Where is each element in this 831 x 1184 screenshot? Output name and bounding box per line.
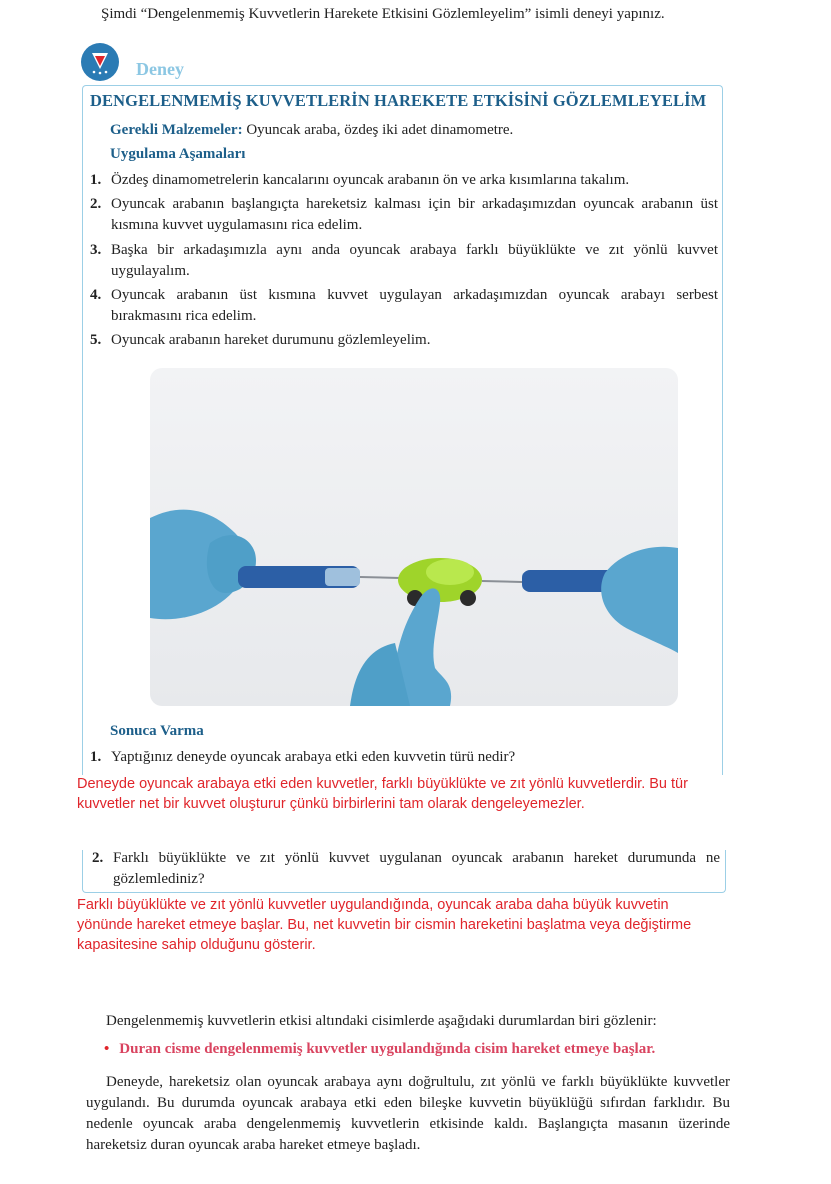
intro-instruction: Şimdi “Dengelenmemiş Kuvvetlerin Harekete Etkisini Gözlemleyelim” isimli deneyi yapınız. <box>101 6 665 22</box>
step-text: Oyuncak arabanın başlangıçta hareketsiz kalması için bir arkadaşımızdan oyuncak arabanın üst kısmına kuvvet uygulamasını rica edelim. <box>111 196 718 233</box>
question-text: Farklı büyüklükte ve zıt yönlü kuvvet uygulanan oyuncak arabanın hareket durumunda ne gözlemlediniz? <box>113 850 720 887</box>
materials-text: Oyuncak araba, özdeş iki adet dinamometre. <box>246 122 514 138</box>
step-item <box>90 330 718 351</box>
step-number: 1. <box>90 172 102 188</box>
bullet-dot-icon: • <box>104 1041 110 1057</box>
step-item <box>90 170 718 191</box>
step-item <box>90 285 718 327</box>
summary-bullet <box>104 1041 655 1058</box>
step-number: 4. <box>90 287 102 303</box>
step-text: Başka bir arkadaşımızla aynı anda oyuncak arabaya farklı büyüklükte ve zıt yönlü kuvvet uygulayalım. <box>111 242 718 279</box>
toy-car-dynamometer-illustration <box>150 368 678 706</box>
step-item <box>90 240 718 282</box>
question-number: 2. <box>92 850 104 866</box>
steps-heading: Uygulama Aşamaları <box>110 146 246 162</box>
experiment-title: DENGELENMEMİŞ KUVVETLERİN HAREKETE ETKİSİNİ GÖZLEMLEYELİM <box>90 91 707 110</box>
question-item <box>90 747 718 768</box>
answer-text: Deneyde oyuncak arabaya etki eden kuvvetler, farklı büyüklükte ve zıt yönlü kuvvetlerdir. Bu tür kuvvetler net bir kuvvet oluşturur çünkü birbirlerini tam olarak dengeleyemezler. <box>77 776 688 812</box>
conclusion-heading: Sonuca Varma <box>110 723 204 739</box>
step-text: Oyuncak arabanın üst kısmına kuvvet uygulayan arkadaşımızdan oyuncak arabayı serbest bırakmasını rica edelim. <box>111 287 718 324</box>
step-text: Özdeş dinamometrelerin kancalarını oyuncak arabanın ön ve arka kısımlarına takalım. <box>111 172 630 188</box>
question-number: 1. <box>90 749 102 765</box>
materials-label: Gerekli Malzemeler: <box>110 122 243 138</box>
step-number: 3. <box>90 242 102 258</box>
step-item <box>90 194 718 236</box>
question-item <box>92 848 720 890</box>
step-number: 5. <box>90 332 102 348</box>
materials-line <box>110 122 513 139</box>
experiment-label: Deney <box>136 59 184 79</box>
step-text: Oyuncak arabanın hareket durumunu gözlemleyelim. <box>111 332 431 348</box>
summary-bullet-text: Duran cisme dengelenmemiş kuvvetler uygulandığında cisim hareket etmeye başlar. <box>119 1041 656 1057</box>
question-text: Yaptığınız deneyde oyuncak arabaya etki eden kuvvetin türü nedir? <box>111 749 516 765</box>
summary-paragraph: Deneyde, hareketsiz olan oyuncak arabaya aynı doğrultulu, zıt yönlü ve farklı büyüklükte kuvvetler uygulandı. Bu durumda oyuncak arabaya etki eden bileşke kuvvetin büyüklüğü sıfırdan farklıdır. Bu nedenle oyuncak araba dengelenmemiş kuvvetlerin etkisinde kaldı. Başlangıçta masanın üzerinde hareketsiz duran oyuncak araba hareket etmeye başladı. <box>86 1074 730 1153</box>
experiment-flask-icon <box>80 42 120 82</box>
experiment-photo <box>150 368 678 706</box>
summary-lead: Dengelenmemiş kuvvetlerin etkisi altındaki cisimlerde aşağıdaki durumlardan biri gözlenir: <box>106 1013 657 1029</box>
answer-text: Farklı büyüklükte ve zıt yönlü kuvvetler uygulandığında, oyuncak araba daha büyük kuvvetin yönünde hareket etmeye başlar. Bu, net kuvvetin bir cismin hareketini başlatma veya değiştirme kapasitesine sahip olduğunu gösterir. <box>77 897 692 953</box>
step-number: 2. <box>90 196 102 212</box>
